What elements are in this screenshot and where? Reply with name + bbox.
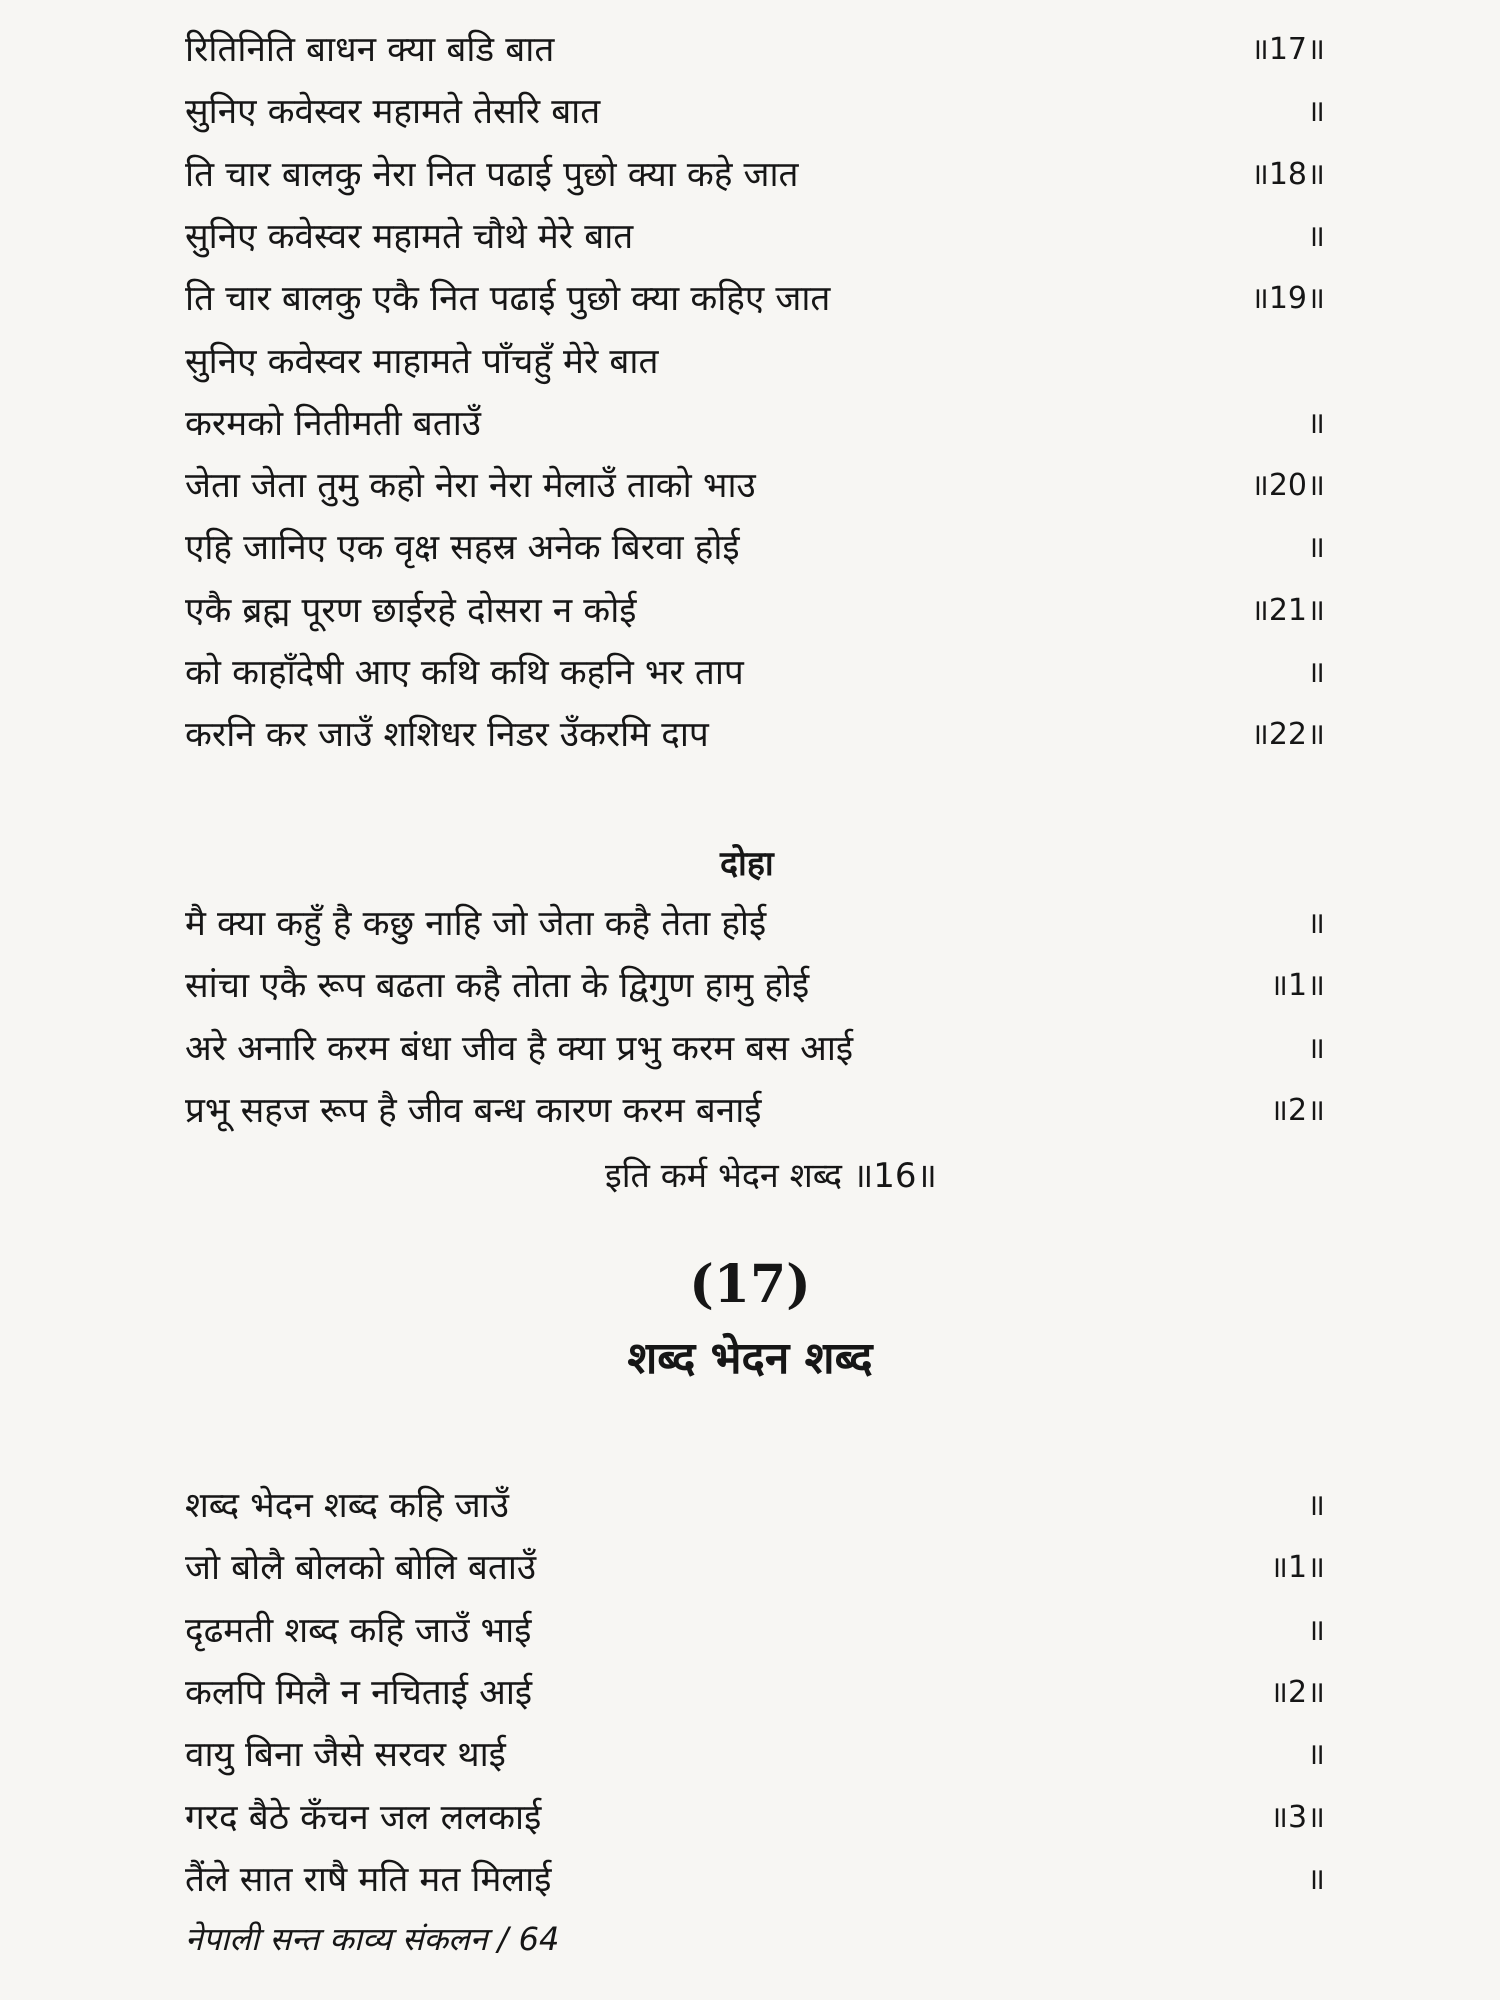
verse-text: मै क्या कहुँ है कछु नाहि जो जेता कहै तेता होई (185, 904, 767, 944)
colophon: इति कर्म भेदन शब्द ॥16॥ (605, 1156, 937, 1196)
verse-number-mark: ॥22॥ (1250, 717, 1325, 753)
verse-text: प्रभू सहज रूप है जीव बन्ध कारण करम बनाई (185, 1090, 762, 1131)
verse-number-mark: ॥ (1307, 218, 1325, 254)
verse-line (185, 209, 1325, 265)
verse-text: सुनिए कवेस्वर महामते तेसरि बात (185, 92, 601, 133)
verse-text: दृढमती शब्द कहि जाउँ भाई (185, 1610, 532, 1651)
verse-line (185, 958, 1325, 1014)
verse-number-mark: ॥ (1307, 405, 1325, 441)
verse-text: सुनिए कवेस्वर महामते चौथे मेरे बात (185, 216, 634, 257)
verse-line (185, 896, 1325, 952)
verse-line (185, 147, 1325, 203)
verse-text: ति चार बालकु नेरा नित पढाई पुछो क्या कहे जात (185, 154, 799, 195)
verse-text: को काहाँदेषी आए कथि कथि कहनि भर ताप (185, 653, 744, 693)
verse-line (185, 1021, 1325, 1077)
verse-line (185, 520, 1325, 576)
verse-text: करमको नितीमती बताउँ (185, 403, 481, 444)
verse-number-mark: ॥ (1307, 1737, 1325, 1773)
verse-line (185, 583, 1325, 639)
verse-line (185, 1083, 1325, 1139)
chapter-number: (17) (689, 1254, 811, 1315)
verse-text: अरे अनारि करम बंधा जीव है क्या प्रभु करम बस आई (185, 1028, 854, 1069)
verse-number-mark: ॥20॥ (1250, 468, 1325, 504)
verse-text: एहि जानिए एक वृक्ष सहस्र अनेक बिरवा होई (185, 528, 740, 569)
verse-line (185, 334, 1325, 390)
verse-line (185, 458, 1325, 514)
verse-number-mark: ॥1॥ (1269, 968, 1325, 1004)
verse-line (185, 1478, 1325, 1534)
verse-number-mark: ॥2॥ (1269, 1674, 1325, 1710)
verse-text: रितिनिति बाधन क्या बडि बात (185, 30, 555, 70)
verse-line (185, 1665, 1325, 1721)
verse-line (185, 1540, 1325, 1596)
verse-line (185, 22, 1325, 78)
verse-number-mark: ॥ (1307, 530, 1325, 566)
verse-number-mark: ॥ (1307, 94, 1325, 130)
doha-heading: दोहा (720, 844, 774, 884)
verse-text: जो बोलै बोलको बोलि बताउँ (185, 1548, 537, 1589)
verse-number-mark: ॥21॥ (1250, 592, 1325, 628)
verse-number-mark: ॥18॥ (1250, 156, 1325, 192)
verse-text: जेता जेता तुमु कहो नेरा नेरा मेलाउँ ताको भाउ (185, 466, 756, 507)
verse-number-mark: ॥ (1307, 1861, 1325, 1897)
verse-line (185, 84, 1325, 140)
verse-text: गरद बैठे कँचन जल ललकाई (185, 1797, 542, 1838)
verse-number-mark: ॥2॥ (1269, 1092, 1325, 1128)
verse-text: सांचा एकै रूप बढता कहै तोता के द्विगुण हामु होई (185, 966, 810, 1007)
verse-number-mark: ॥1॥ (1269, 1550, 1325, 1586)
verse-number-mark: ॥19॥ (1250, 281, 1325, 317)
verse-number-mark: ॥ (1307, 655, 1325, 690)
verse-line (185, 645, 1325, 701)
verse-number-mark: ॥ (1307, 1030, 1325, 1066)
verse-line (185, 1603, 1325, 1659)
verse-line (185, 271, 1325, 327)
verse-text: तैंले सात राषै मति मत मिलाई (185, 1859, 552, 1900)
verse-number-mark: ॥ (1307, 1612, 1325, 1648)
verse-number-mark: ॥3॥ (1269, 1799, 1325, 1835)
chapter-title: शब्द भेदन शब्द (627, 1333, 873, 1384)
verse-number-mark: ॥ (1307, 1488, 1325, 1523)
verse-number-mark: ॥17॥ (1250, 32, 1325, 67)
verse-text: कलपि मिलै न नचिताई आई (185, 1672, 533, 1713)
verse-text: वायु बिना जैसे सरवर थाई (185, 1735, 506, 1776)
verse-text: ति चार बालकु एकै नित पढाई पुछो क्या कहिए जात (185, 279, 831, 320)
verse-line (185, 707, 1325, 763)
verse-text: सुनिए कवेस्वर माहामते पाँचहुँ मेरे बात (185, 341, 659, 382)
verse-text: करनि कर जाउँ शशिधर निडर उँकरमि दाप (185, 715, 709, 756)
verse-line (185, 1790, 1325, 1846)
verse-line (185, 1727, 1325, 1783)
verse-line (185, 396, 1325, 452)
verse-text: एकै ब्रह्म पूरण छाईरहे दोसरा न कोई (185, 590, 637, 631)
verse-line (185, 1852, 1325, 1908)
verse-text: शब्द भेदन शब्द कहि जाउँ (185, 1486, 509, 1526)
verse-number-mark: ॥ (1307, 906, 1325, 941)
page-footer: नेपाली सन्त काव्य संकलन / 64 (185, 1920, 560, 1958)
